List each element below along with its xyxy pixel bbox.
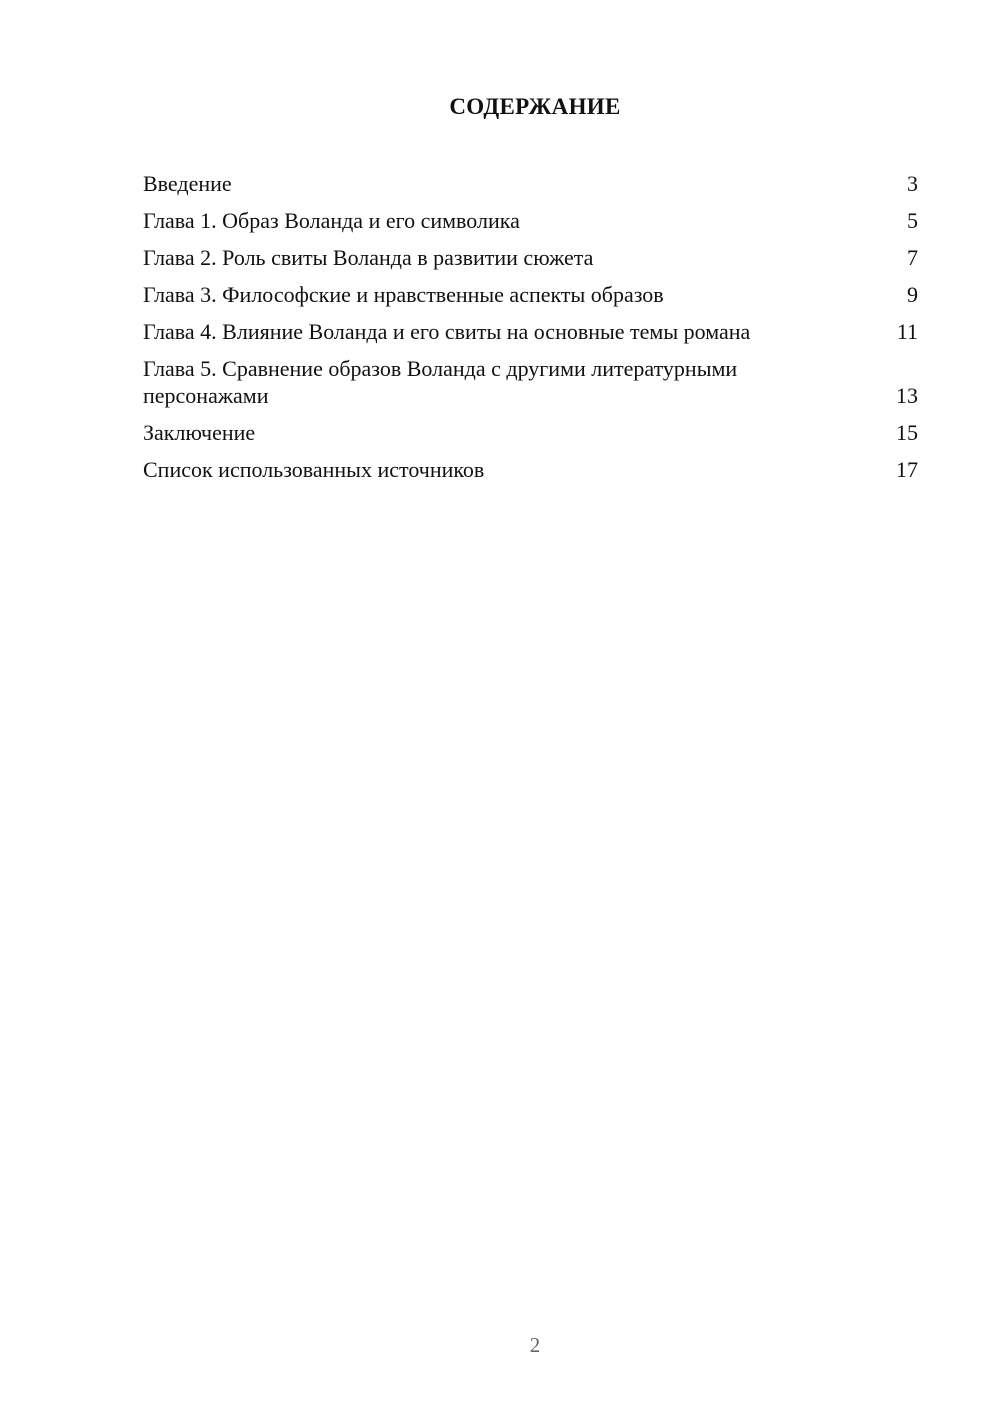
toc-entry-title: Заключение [143, 420, 256, 445]
toc-heading: СОДЕРЖАНИЕ [449, 94, 621, 119]
toc-entry-title: Глава 2. Роль свиты Воланда в развитии сюжета [143, 245, 594, 270]
toc-entry-page: 3 [907, 171, 918, 196]
toc-entry-title: Глава 3. Философские и нравственные аспекты образов [143, 282, 664, 307]
toc-entry-page: 15 [896, 420, 918, 445]
toc-entry-chapter-1 [143, 207, 918, 234]
toc-entry-page: 13 [896, 383, 918, 408]
toc-entry-page: 7 [907, 245, 918, 270]
toc-entry-title: Глава 1. Образ Воланда и его символика [143, 208, 520, 233]
toc-entry-introduction [143, 170, 918, 197]
toc-entry-chapter-3 [143, 281, 918, 308]
toc-entry-page: 11 [896, 319, 918, 344]
toc-entry-page: 9 [907, 282, 918, 307]
toc-entry-references [143, 456, 918, 483]
table-of-contents [143, 170, 918, 493]
toc-entry-page: 5 [907, 208, 918, 233]
toc-entry-chapter-2 [143, 244, 918, 271]
toc-entry-chapter-5 [143, 355, 918, 409]
toc-entry-title: Глава 5. Сравнение образов Воланда с другими литературными персонажами [143, 356, 738, 408]
toc-entry-page: 17 [896, 457, 918, 482]
page-number: 2 [529, 1333, 541, 1357]
toc-entry-title: Глава 4. Влияние Воланда и его свиты на основные темы романа [143, 319, 751, 344]
toc-entry-conclusion [143, 419, 918, 446]
toc-entry-title: Список использованных источников [143, 457, 485, 482]
toc-entry-title: Введение [143, 171, 232, 196]
toc-entry-chapter-4 [143, 318, 918, 345]
